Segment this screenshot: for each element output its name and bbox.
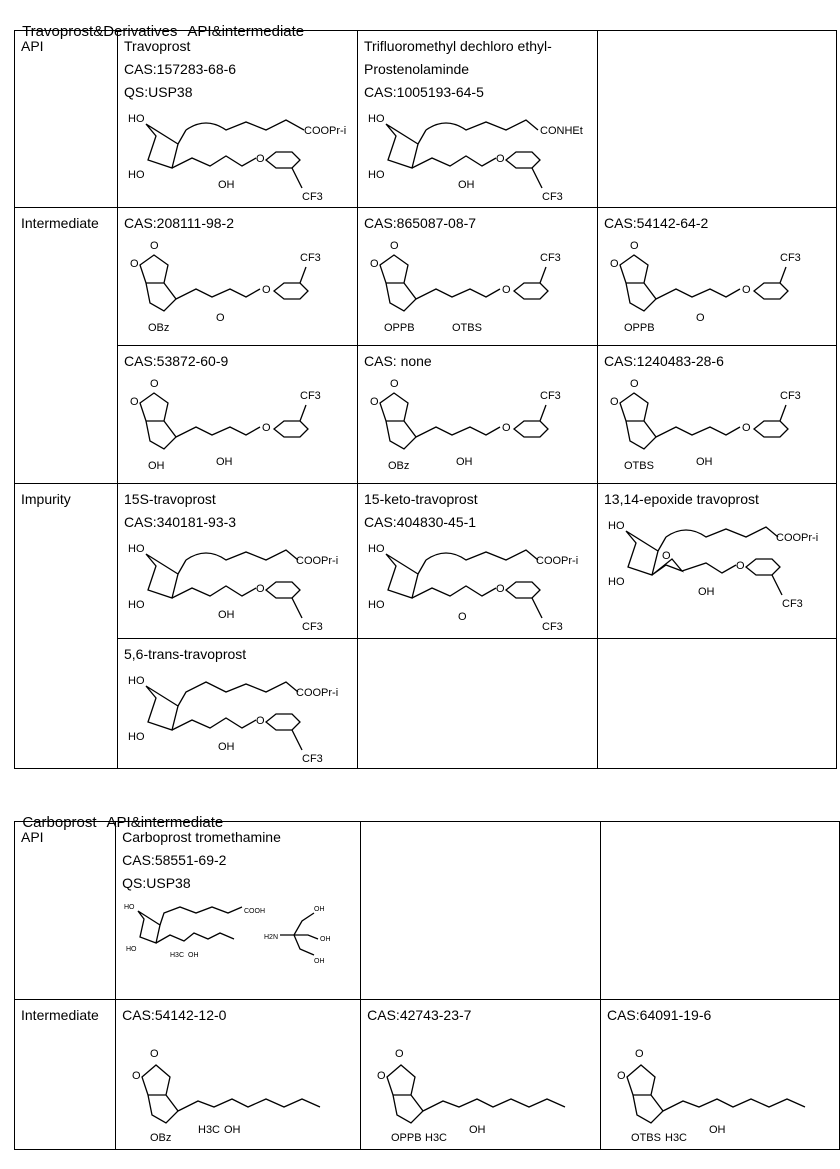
structure-label: H3C — [664, 1132, 687, 1144]
compound-cell — [361, 1000, 601, 1150]
compound-cas: CAS:54142-64-2 — [604, 215, 709, 231]
compound-cas: CAS:208111-98-2 — [124, 215, 234, 231]
compound-cas: CAS:42743-23-7 — [367, 1007, 472, 1023]
structure-label: O — [132, 1070, 141, 1082]
structure-label: OH — [458, 179, 475, 191]
chemical-structure — [124, 536, 350, 636]
compound-cas: CAS: none — [364, 353, 432, 369]
structure-label: O — [634, 1048, 644, 1060]
compound-cas: CAS:404830-45-1 — [364, 514, 477, 530]
chemical-structure — [604, 237, 830, 343]
structure-label: HO — [608, 520, 625, 532]
structure-label: CF3 — [540, 390, 561, 402]
compound-cell — [358, 346, 598, 484]
structure-label: HO — [128, 543, 145, 555]
structure-label: O — [610, 396, 619, 408]
structure-label: COOPr-i — [304, 125, 347, 137]
structure-label: H3C — [198, 1124, 221, 1136]
row-label-intermediate: Intermediate — [15, 208, 118, 484]
compound-cas: CAS:1240483-28-6 — [604, 353, 724, 369]
structure-label: O — [502, 284, 511, 296]
structure-label: OH — [456, 456, 473, 468]
structure-label: O — [150, 378, 159, 390]
structure-label: O — [616, 1070, 626, 1082]
structure-label: HO — [368, 543, 385, 555]
structure-label: O — [130, 396, 139, 408]
chemical-structure — [604, 513, 830, 623]
travoprost-subtitle: API&intermediate — [187, 23, 305, 40]
compound-cas: CAS:865087-08-7 — [364, 215, 477, 231]
structure-label: O — [262, 284, 271, 296]
compound-name: 15S-travoprost — [124, 491, 216, 507]
structure-label: OTBS — [630, 1132, 661, 1144]
compound-name: 15-keto-travoprost — [364, 491, 478, 507]
structure-label: HO — [128, 113, 145, 125]
table-row — [15, 639, 837, 769]
structure-label: O — [502, 422, 511, 434]
structure-label: OH — [218, 179, 235, 191]
structure-label: H3C — [170, 952, 185, 959]
compound-cas: CAS:1005193-64-5 — [364, 84, 484, 100]
chemical-structure — [124, 668, 350, 766]
structure-label: O — [150, 1048, 159, 1060]
structure-label: OH — [469, 1124, 486, 1136]
structure-label: OH — [218, 609, 235, 621]
structure-label: HO — [608, 576, 625, 588]
row-label-impurity: Impurity — [15, 484, 118, 769]
structure-label: O — [370, 258, 379, 270]
table-row — [15, 346, 837, 484]
structure-label: HO — [124, 904, 135, 911]
structure-label: O — [696, 312, 705, 324]
travoprost-table — [14, 30, 837, 769]
structure-label: COOH — [244, 908, 266, 915]
structure-label: OH — [314, 906, 325, 913]
compound-name: 13,14-epoxide travoprost — [604, 491, 759, 507]
structure-label: CF3 — [542, 621, 563, 633]
chemical-structure — [364, 237, 590, 343]
structure-label: O — [630, 378, 639, 390]
structure-label: OPPB — [391, 1132, 422, 1144]
empty-cell — [598, 639, 837, 769]
compound-cas: CAS:340181-93-3 — [124, 514, 237, 530]
structure-label: O — [742, 422, 751, 434]
chemical-structure — [604, 375, 830, 481]
structure-label: O — [216, 312, 225, 324]
structure-label: HO — [128, 169, 145, 181]
empty-cell — [358, 639, 598, 769]
structure-label: CF3 — [780, 390, 801, 402]
chemical-structure — [124, 106, 350, 204]
structure-label: COOPr-i — [776, 532, 819, 544]
compound-cell — [118, 346, 358, 484]
chemical-structure — [364, 536, 590, 636]
structure-label: CF3 — [542, 191, 563, 203]
row-label-api: API — [15, 31, 118, 208]
structure-label: CF3 — [302, 753, 323, 765]
compound-cell — [600, 1000, 839, 1150]
structure-label: O — [377, 1070, 386, 1082]
structure-label: O — [370, 396, 379, 408]
structure-label: HO — [368, 599, 385, 611]
structure-label: HO — [128, 675, 145, 687]
structure-label: COOPr-i — [296, 555, 339, 567]
structure-label: OBz — [150, 1132, 172, 1144]
travoprost-title: Travoprost&Derivatives — [22, 23, 178, 40]
structure-label: O — [256, 715, 265, 727]
structure-label: OH — [218, 741, 235, 753]
compound-qs: QS:USP38 — [124, 84, 193, 100]
table-row — [15, 208, 837, 346]
carboprost-subtitle: API&intermediate — [106, 814, 224, 831]
structure-label: HO — [128, 731, 145, 743]
structure-label: CONHEt — [540, 125, 583, 137]
compound-cas: CAS:54142-12-0 — [122, 1007, 227, 1023]
structure-label: OH — [696, 456, 713, 468]
structure-label: O — [736, 560, 745, 572]
structure-label: HO — [368, 169, 385, 181]
structure-label: OH — [708, 1124, 726, 1136]
structure-label: HO — [126, 946, 137, 953]
compound-cas: CAS:64091-19-6 — [606, 1007, 712, 1023]
structure-label: CF3 — [302, 621, 323, 633]
structure-label: OBz — [388, 460, 410, 472]
structure-label: O — [390, 378, 399, 390]
table-row — [15, 822, 840, 1000]
structure-label: H3C — [425, 1132, 448, 1144]
structure-label: CF3 — [782, 598, 803, 610]
structure-label: O — [395, 1048, 404, 1060]
structure-label: OPPB — [624, 322, 655, 334]
structure-label: CF3 — [780, 252, 801, 264]
compound-name: 5,6-trans-travoprost — [124, 646, 247, 662]
structure-label: O — [390, 240, 399, 252]
structure-label: O — [130, 258, 139, 270]
chemical-structure — [124, 375, 350, 481]
structure-label: O — [496, 153, 505, 165]
compound-cell — [358, 484, 598, 639]
row-label-api: API — [15, 822, 116, 1000]
carboprost-table — [14, 821, 840, 1150]
structure-label: O — [262, 422, 271, 434]
structure-label: H2N — [264, 934, 279, 941]
chemical-structure — [124, 237, 350, 343]
table-row — [15, 484, 837, 639]
structure-label: O — [630, 240, 639, 252]
compound-cell — [118, 484, 358, 639]
structure-label: OTBS — [452, 322, 482, 334]
structure-label: O — [662, 550, 671, 562]
compound-cell — [598, 484, 837, 639]
structure-label: OH — [148, 460, 165, 472]
chemical-structure — [364, 106, 590, 204]
chemical-structure — [122, 1029, 348, 1145]
table-row — [15, 1000, 840, 1150]
compound-cell — [598, 346, 837, 484]
structure-label: O — [256, 153, 265, 165]
compound-name: Prostenolaminde — [364, 61, 470, 77]
structure-label: CF3 — [540, 252, 561, 264]
structure-label: HO — [128, 599, 145, 611]
chemical-structure — [364, 375, 590, 481]
structure-label: OH — [216, 456, 233, 468]
compound-cell — [116, 1000, 361, 1150]
compound-name: Travoprost — [124, 38, 191, 54]
structure-label: O — [610, 258, 619, 270]
empty-cell — [600, 822, 839, 1000]
chemical-structure — [122, 897, 354, 979]
structure-label: O — [150, 240, 159, 252]
compound-cas: CAS:53872-60-9 — [124, 353, 229, 369]
structure-label: COOPr-i — [296, 687, 339, 699]
carboprost-title: Carboprost — [22, 814, 97, 831]
compound-name: Trifluoromethyl dechloro ethyl- — [364, 38, 552, 54]
chemical-structure — [607, 1029, 833, 1145]
compound-cell — [358, 31, 598, 208]
structure-label: O — [256, 583, 265, 595]
structure-label: HO — [368, 113, 385, 125]
structure-label: O — [496, 583, 505, 595]
structure-label: O — [742, 284, 751, 296]
empty-cell — [361, 822, 601, 1000]
compound-cell — [598, 208, 837, 346]
structure-label: CF3 — [300, 390, 321, 402]
structure-label: OH — [314, 958, 325, 965]
structure-label: CF3 — [302, 191, 323, 203]
compound-cas: CAS:157283-68-6 — [124, 61, 237, 77]
empty-cell — [598, 31, 837, 208]
compound-name: Carboprost tromethamine — [122, 829, 281, 845]
structure-label: O — [458, 611, 467, 623]
structure-label: OH — [698, 586, 715, 598]
compound-cell — [358, 208, 598, 346]
compound-cell — [118, 208, 358, 346]
table-row — [15, 31, 837, 208]
row-label-intermediate: Intermediate — [15, 1000, 116, 1150]
compound-cell — [118, 639, 358, 769]
structure-label: OH — [224, 1124, 241, 1136]
structure-label: OH — [188, 952, 199, 959]
structure-label: OBz — [148, 322, 170, 334]
structure-label: OPPB — [384, 322, 415, 334]
chemical-structure — [367, 1029, 593, 1145]
structure-label: OH — [320, 936, 331, 943]
compound-cell — [116, 822, 361, 1000]
structure-label: OTBS — [624, 460, 654, 472]
structure-label: CF3 — [300, 252, 321, 264]
compound-qs: QS:USP38 — [122, 875, 191, 891]
compound-cas: CAS:58551-69-2 — [122, 852, 227, 868]
structure-label: COOPr-i — [536, 555, 579, 567]
compound-cell — [118, 31, 358, 208]
